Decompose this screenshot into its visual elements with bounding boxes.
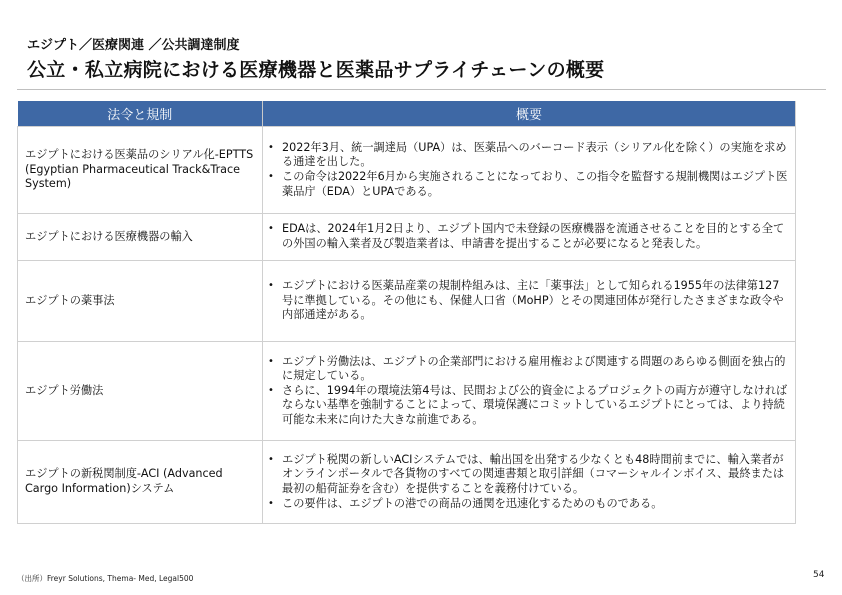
bullet-list: [266, 222, 789, 251]
title-divider: [17, 89, 826, 90]
regulation-table: [17, 101, 796, 524]
summary-cell: [263, 261, 796, 342]
table-row: [18, 342, 796, 441]
bullet-list: [266, 355, 789, 428]
bullet-list: [266, 453, 789, 511]
summary-cell: [263, 214, 796, 261]
summary-cell: [263, 342, 796, 441]
column-header-summary: 概要: [263, 101, 796, 127]
bullet-item: • さらに、1994年の環境法第4号は、民間および公的資金によるプロジェクトの両方が遵守しなければならない基準を強制することによって、環境保護にコミットしているエジプトにとっては、より持続可能な未来に向けた大きな前進である。: [266, 384, 789, 428]
law-cell: エジプトの新税関制度-ACI (Advanced Cargo Information)システム: [18, 441, 263, 524]
summary-cell: [263, 127, 796, 214]
table-row: [18, 261, 796, 342]
table-header-row: [18, 101, 796, 127]
page-title: 公立・私立病院における医療機器と医薬品サプライチェーンの概要: [27, 59, 605, 81]
bullet-item: • この要件は、エジプトの港での商品の通関を迅速化するためのものである。: [266, 497, 789, 512]
bullet-item: • エジプトにおける医薬品産業の規制枠組みは、主に「薬事法」として知られる1955年の法律第127号に準拠している。その他にも、保健人口省（MoHP）とその関連団体が発行したさまざまな政令や内部通達がある。: [266, 279, 789, 323]
source-note: （出所）Freyr Solutions, Thema- Med, Legal500: [17, 574, 194, 583]
law-cell: エジプトの薬事法: [18, 261, 263, 342]
bullet-list: [266, 279, 789, 323]
table-row: [18, 127, 796, 214]
column-header-law: 法令と規制: [18, 101, 263, 127]
table-row: [18, 214, 796, 261]
breadcrumb: エジプト／医療関連 ／公共調達制度: [27, 38, 240, 53]
bullet-list: [266, 141, 789, 199]
bullet-item: • EDAは、2024年1月2日より、エジプト国内で未登録の医療機器を流通させることを目的とする全ての外国の輸入業者及び製造業者は、申請書を提出することが必要になると発表した。: [266, 222, 789, 251]
table-row: [18, 441, 796, 524]
law-cell: エジプトにおける医薬品のシリアル化-EPTTS (Egyptian Pharmaceutical Track&Trace System): [18, 127, 263, 214]
bullet-item: • エジプト労働法は、エジプトの企業部門における雇用権および関連する問題のあらゆる側面を独占的に規定している。: [266, 355, 789, 384]
bullet-item: • エジプト税関の新しいACIシステムでは、輸出国を出発する少なくとも48時間前までに、輸入業者がオンラインポータルで各貨物のすべての関連書類と取引詳細（コマーシャルインボイス、最終または最初の船荷証券を含む）を提供することを義務付けている。: [266, 453, 789, 497]
bullet-item: • この命令は2022年6月から実施されることになっており、この指令を監督する規制機関はエジプト医薬品庁（EDA）とUPAである。: [266, 170, 789, 199]
law-cell: エジプト労働法: [18, 342, 263, 441]
bullet-item: • 2022年3月、統一調達局（UPA）は、医薬品へのバーコード表示（シリアル化を除く）の実施を求める通達を出した。: [266, 141, 789, 170]
page-number: 54: [813, 570, 825, 580]
summary-cell: [263, 441, 796, 524]
law-cell: エジプトにおける医療機器の輸入: [18, 214, 263, 261]
